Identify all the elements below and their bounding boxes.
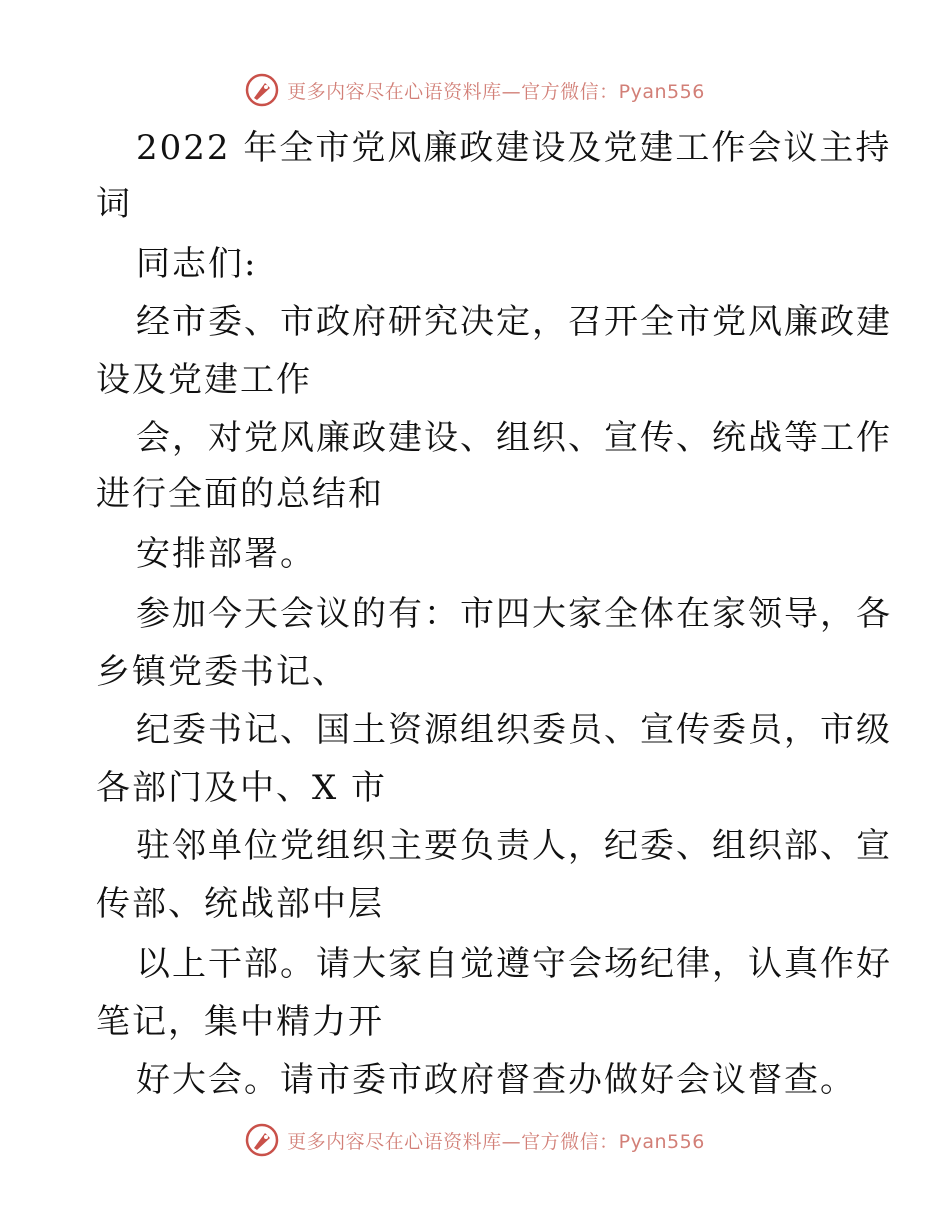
doc-salutation: 同志们:: [136, 244, 258, 284]
doc-paragraph-line: 传部、统战部中层: [96, 884, 384, 924]
doc-paragraph-line: 安排部署。: [136, 534, 316, 574]
doc-paragraph-line: 进行全面的总结和: [96, 474, 384, 514]
doc-paragraph-line: 各部门及中、X 市: [96, 768, 388, 808]
doc-paragraph-line: 经市委、市政府研究决定，召开全市党风廉政建: [136, 302, 892, 342]
doc-paragraph-line: 驻邻单位党组织主要负责人，纪委、组织部、宣: [136, 826, 892, 866]
doc-paragraph-line: 笔记，集中精力开: [96, 1002, 384, 1042]
doc-paragraph-line: 设及党建工作: [96, 360, 312, 400]
doc-paragraph-line: 会，对党风廉政建设、组织、宣传、统战等工作: [136, 418, 892, 458]
doc-paragraph-line: 乡镇党委书记、: [96, 652, 348, 692]
doc-paragraph-line: 参加今天会议的有：市四大家全体在家领导，各: [136, 594, 892, 634]
doc-title-line-1: 2022 年全市党风廉政建设及党建工作会议主持: [136, 128, 892, 168]
watermark-text: 更多内容尽在心语资料库—官方微信：Pyan556: [287, 1130, 705, 1153]
watermark-header: [0, 70, 950, 110]
doc-title-line-2: 词: [96, 184, 132, 224]
doc-paragraph-line: 好大会。请市委市政府督查办做好会议督查。: [136, 1060, 856, 1100]
pen-nib-logo-icon: [245, 1123, 279, 1157]
pen-nib-logo-icon: [245, 73, 279, 107]
doc-paragraph-line: 纪委书记、国土资源组织委员、宣传委员，市级: [136, 710, 892, 750]
watermark-footer: [0, 1120, 950, 1160]
watermark-text: 更多内容尽在心语资料库—官方微信：Pyan556: [287, 80, 705, 103]
doc-paragraph-line: 以上干部。请大家自觉遵守会场纪律，认真作好: [136, 944, 892, 984]
